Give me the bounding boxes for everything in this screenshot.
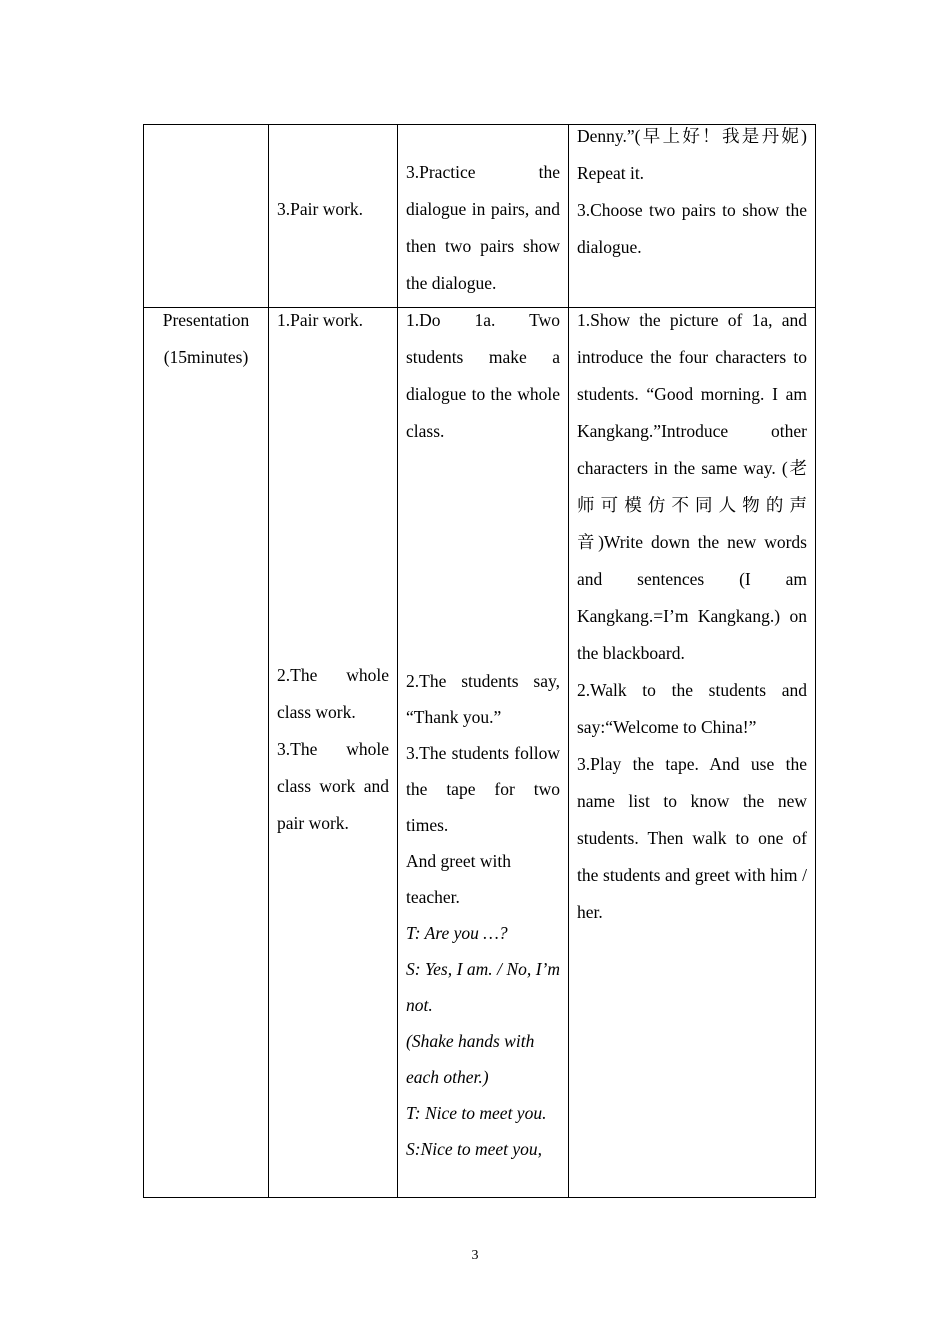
- lesson-table: [143, 124, 816, 1198]
- activity-2: 2.The whole class work.: [277, 665, 389, 722]
- cell-teacher-steps: [577, 302, 807, 931]
- table-column-divider: [268, 124, 269, 1198]
- teacher-step-repeat: Denny.”(早上好！我是丹妮) Repeat it.: [577, 126, 807, 183]
- student-step-2: 2.The students say, “Thank you.”: [406, 671, 560, 727]
- dialogue-line-teacher-1: T: Are you …?: [406, 923, 508, 943]
- table-border-left: [143, 124, 144, 1198]
- page-number: 3: [471, 1248, 479, 1263]
- table-column-divider: [397, 124, 398, 1198]
- student-step-1: 1.Do 1a. Two students make a dialogue to the whole class.: [406, 310, 560, 441]
- dialogue-stage-direction: (Shake hands with each other.): [406, 1031, 535, 1087]
- student-step-3: 3.The students follow the tape for two times.: [406, 743, 560, 835]
- cell-student-practice: 3.Practice the dialogue in pairs, and then two pairs show the dialogue.: [406, 162, 560, 293]
- table-column-divider: [568, 124, 569, 1198]
- student-step-greet: And greet with teacher.: [406, 851, 511, 907]
- teacher-step-choose-pairs: 3.Choose two pairs to show the dialogue.: [577, 200, 807, 257]
- table-border-bottom: [143, 1197, 816, 1198]
- cell-teacher-continued: [577, 118, 807, 266]
- dialogue-line-teacher-2: T: Nice to meet you.: [406, 1103, 547, 1123]
- cell-stage-presentation: Presentation (15minutes): [162, 310, 250, 367]
- teacher-step-2: 2.Walk to the students and say:“Welcome to China!”: [577, 680, 807, 737]
- activity-3: 3.The whole class work and pair work.: [277, 739, 389, 833]
- table-border-right: [815, 124, 816, 1198]
- dialogue-line-student-2: S:Nice to meet you,: [406, 1139, 543, 1159]
- cell-activities-lower: [277, 657, 389, 842]
- dialogue-line-student-1: S: Yes, I am. / No, I’m not.: [406, 959, 560, 1015]
- teacher-step-3: 3.Play the tape. And use the name list to know the new students. Then walk to one of the students and greet with him / her.: [577, 754, 807, 922]
- cell-student-steps-lower: [406, 663, 560, 1167]
- teacher-step-1: 1.Show the picture of 1a, and introduce the four characters to students. “Good morning. I am Kangkang.”Introduce other characters in the same way. (老师可模仿不同人物的声音)Write down the new words and sentences (I am Kangkang.=I’m Kangkang.) on the blackboard.: [577, 310, 807, 663]
- activity-1: 1.Pair work.: [277, 310, 364, 330]
- cell-activity-pair-work: 3.Pair work.: [277, 199, 364, 219]
